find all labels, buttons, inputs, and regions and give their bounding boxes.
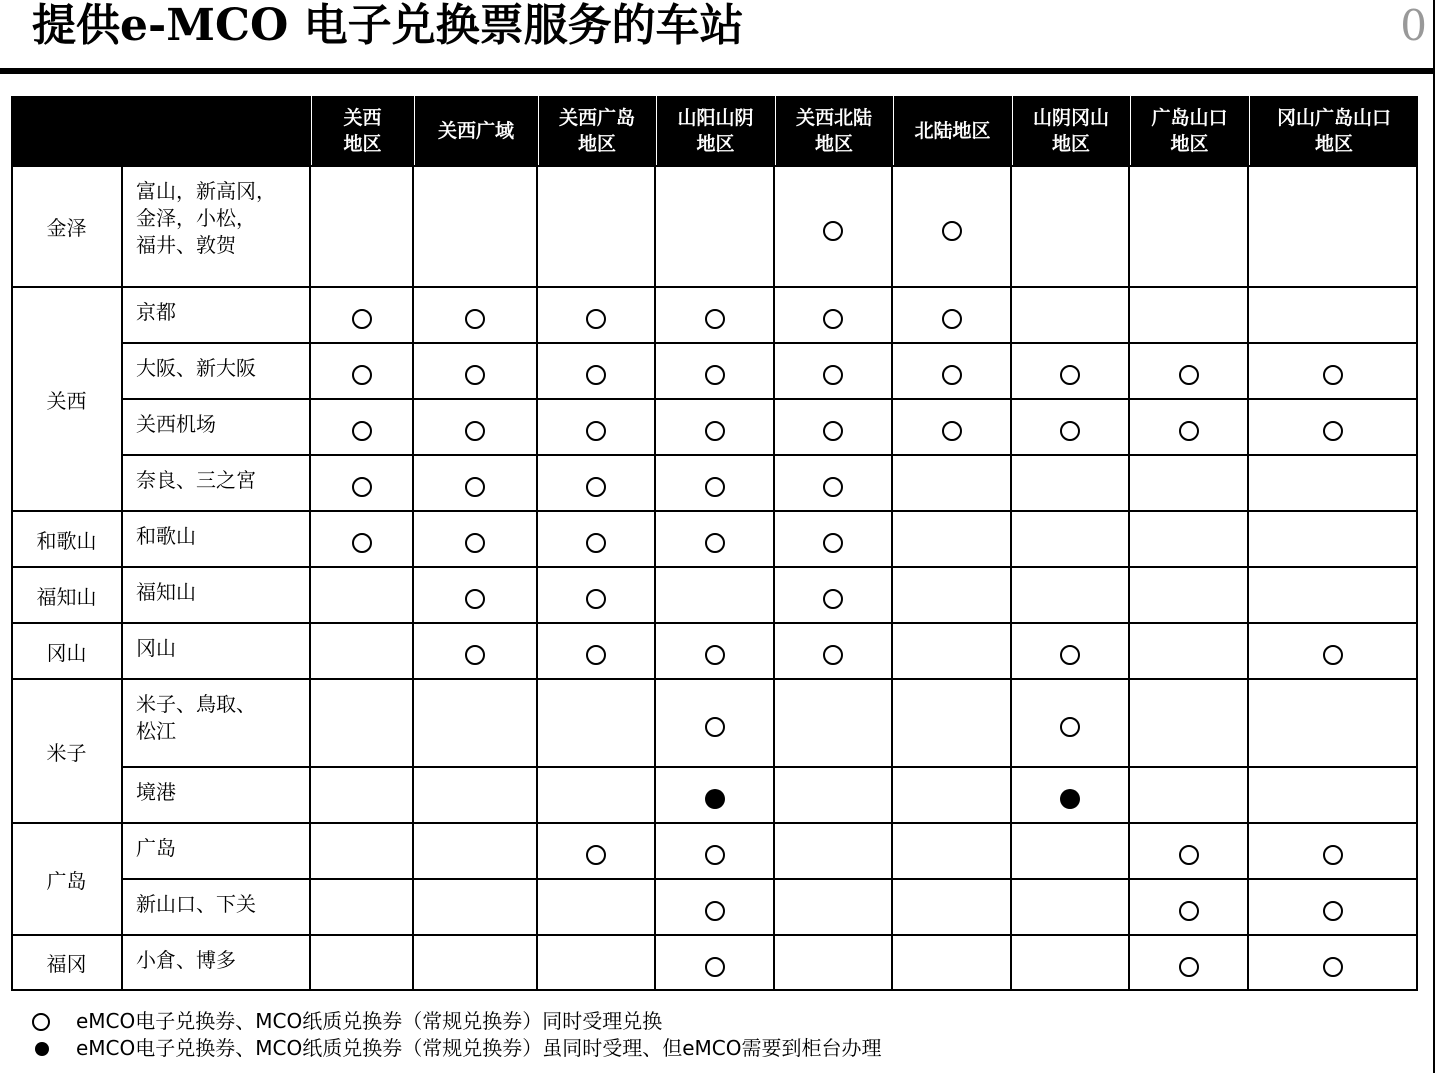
row-divider xyxy=(11,165,1418,167)
open-circle-icon xyxy=(942,309,962,329)
open-circle-icon xyxy=(1060,717,1080,737)
open-circle-icon xyxy=(705,957,725,977)
row-divider xyxy=(122,454,1418,456)
title-divider xyxy=(0,68,1435,74)
legend-text-open: eMCO电子兑换券、MCO纸质兑换券（常规兑换券）同时受理兑换 xyxy=(76,1009,663,1033)
region-group-label: 广岛 xyxy=(46,868,87,893)
filled-circle-icon xyxy=(1060,789,1080,809)
open-circle-icon xyxy=(1060,645,1080,665)
open-circle-icon xyxy=(823,645,843,665)
column-divider xyxy=(773,96,775,990)
page-title xyxy=(32,0,744,52)
station-label: 关西机场 xyxy=(136,412,216,436)
row-divider xyxy=(122,766,1418,768)
station-label: 新山口、下关 xyxy=(136,892,256,916)
column-divider xyxy=(1128,96,1130,990)
open-circle-icon xyxy=(705,309,725,329)
open-circle-icon xyxy=(1323,957,1343,977)
row-divider xyxy=(11,934,1418,936)
open-circle-icon xyxy=(352,309,372,329)
title-part-3: 电子兑换票服务的车站 xyxy=(288,0,744,51)
header-blank xyxy=(11,96,310,166)
station-label: 米子、鳥取、 松江 xyxy=(136,692,256,743)
row-divider xyxy=(11,989,1418,991)
station-label: 和歌山 xyxy=(136,524,196,548)
open-circle-icon xyxy=(1323,845,1343,865)
row-divider xyxy=(11,510,1418,512)
station-label: 小倉、博多 xyxy=(136,948,236,972)
open-circle-icon xyxy=(32,1013,50,1031)
open-circle-icon xyxy=(465,309,485,329)
open-circle-icon xyxy=(586,309,606,329)
row-divider xyxy=(122,342,1418,344)
open-circle-icon xyxy=(705,901,725,921)
region-group-label: 福知山 xyxy=(36,584,97,609)
open-circle-icon xyxy=(586,533,606,553)
row-divider xyxy=(11,286,1418,288)
column-divider xyxy=(1247,96,1249,990)
open-circle-icon xyxy=(586,421,606,441)
open-circle-icon xyxy=(1323,421,1343,441)
open-circle-icon xyxy=(705,717,725,737)
open-circle-icon xyxy=(823,421,843,441)
open-circle-icon xyxy=(1323,365,1343,385)
open-circle-icon xyxy=(1179,901,1199,921)
column-divider xyxy=(309,96,311,990)
open-circle-icon xyxy=(586,589,606,609)
column-header: 关西北陆 地区 xyxy=(774,96,892,166)
open-circle-icon xyxy=(586,365,606,385)
open-circle-icon xyxy=(586,477,606,497)
region-group-label: 米子 xyxy=(46,740,87,765)
table-border xyxy=(1416,166,1418,990)
open-circle-icon xyxy=(352,477,372,497)
open-circle-icon xyxy=(352,533,372,553)
open-circle-icon xyxy=(465,589,485,609)
column-header: 关西广岛 地区 xyxy=(537,96,655,166)
open-circle-icon xyxy=(705,645,725,665)
station-label: 广岛 xyxy=(136,836,176,860)
column-header: 冈山广岛山口 地区 xyxy=(1248,96,1418,166)
title-part-1: 提供 xyxy=(32,0,120,51)
column-header: 山阳山阴 地区 xyxy=(655,96,774,166)
region-group-label: 关西 xyxy=(46,388,87,413)
region-group-label: 福冈 xyxy=(46,952,87,976)
region-group-label: 和歌山 xyxy=(36,528,97,553)
column-divider xyxy=(654,96,656,990)
open-circle-icon xyxy=(1060,421,1080,441)
open-circle-icon xyxy=(1179,957,1199,977)
column-divider xyxy=(536,96,538,990)
station-label: 境港 xyxy=(136,780,176,804)
open-circle-icon xyxy=(1060,365,1080,385)
open-circle-icon xyxy=(823,365,843,385)
column-divider xyxy=(891,96,893,990)
open-circle-icon xyxy=(823,533,843,553)
row-divider xyxy=(122,398,1418,400)
open-circle-icon xyxy=(586,845,606,865)
column-header: 关西 地区 xyxy=(310,96,413,166)
row-divider xyxy=(122,878,1418,880)
open-circle-icon xyxy=(465,365,485,385)
station-label: 冈山 xyxy=(136,636,176,660)
column-divider xyxy=(412,96,414,990)
row-divider xyxy=(11,566,1418,568)
open-circle-icon xyxy=(705,477,725,497)
column-header: 山阴冈山 地区 xyxy=(1011,96,1129,166)
row-divider xyxy=(11,678,1418,680)
row-divider xyxy=(11,822,1418,824)
open-circle-icon xyxy=(352,421,372,441)
open-circle-icon xyxy=(942,365,962,385)
table-border xyxy=(11,166,13,990)
open-circle-icon xyxy=(1323,645,1343,665)
station-label: 福知山 xyxy=(136,580,196,604)
column-header: 北陆地区 xyxy=(892,96,1011,166)
region-group-label: 金泽 xyxy=(46,216,87,240)
column-divider xyxy=(1010,96,1012,990)
open-circle-icon xyxy=(1179,421,1199,441)
open-circle-icon xyxy=(823,477,843,497)
open-circle-icon xyxy=(586,645,606,665)
filled-circle-icon xyxy=(35,1042,49,1056)
open-circle-icon xyxy=(465,477,485,497)
open-circle-icon xyxy=(942,221,962,241)
open-circle-icon xyxy=(705,845,725,865)
open-circle-icon xyxy=(823,221,843,241)
open-circle-icon xyxy=(1179,845,1199,865)
station-label: 大阪、新大阪 xyxy=(136,356,256,380)
filled-circle-icon xyxy=(705,789,725,809)
station-label: 奈良、三之宮 xyxy=(136,468,256,492)
open-circle-icon xyxy=(465,533,485,553)
station-label: 富山，新高冈， 金泽，小松， 福井、敦贺 xyxy=(136,179,276,257)
row-divider xyxy=(11,622,1418,624)
station-label: 京都 xyxy=(136,300,176,324)
column-header: 关西广域 xyxy=(413,96,537,166)
column-header: 广岛山口 地区 xyxy=(1129,96,1248,166)
station-table xyxy=(11,96,1418,990)
open-circle-icon xyxy=(465,645,485,665)
open-circle-icon xyxy=(705,533,725,553)
region-group-label: 冈山 xyxy=(46,640,87,665)
open-circle-icon xyxy=(823,309,843,329)
title-part-2: e-MCO xyxy=(120,0,289,51)
open-circle-icon xyxy=(823,589,843,609)
open-circle-icon xyxy=(465,421,485,441)
open-circle-icon xyxy=(942,421,962,441)
open-circle-icon xyxy=(705,421,725,441)
column-divider xyxy=(121,166,123,990)
open-circle-icon xyxy=(352,365,372,385)
page-number: 0 xyxy=(1400,1,1427,50)
open-circle-icon xyxy=(1323,901,1343,921)
open-circle-icon xyxy=(1179,365,1199,385)
open-circle-icon xyxy=(705,365,725,385)
page-right-edge xyxy=(1433,0,1435,1073)
legend-text-filled: eMCO电子兑换券、MCO纸质兑换券（常规兑换券）虽同时受理、但eMCO需要到柜台办理 xyxy=(76,1036,882,1060)
